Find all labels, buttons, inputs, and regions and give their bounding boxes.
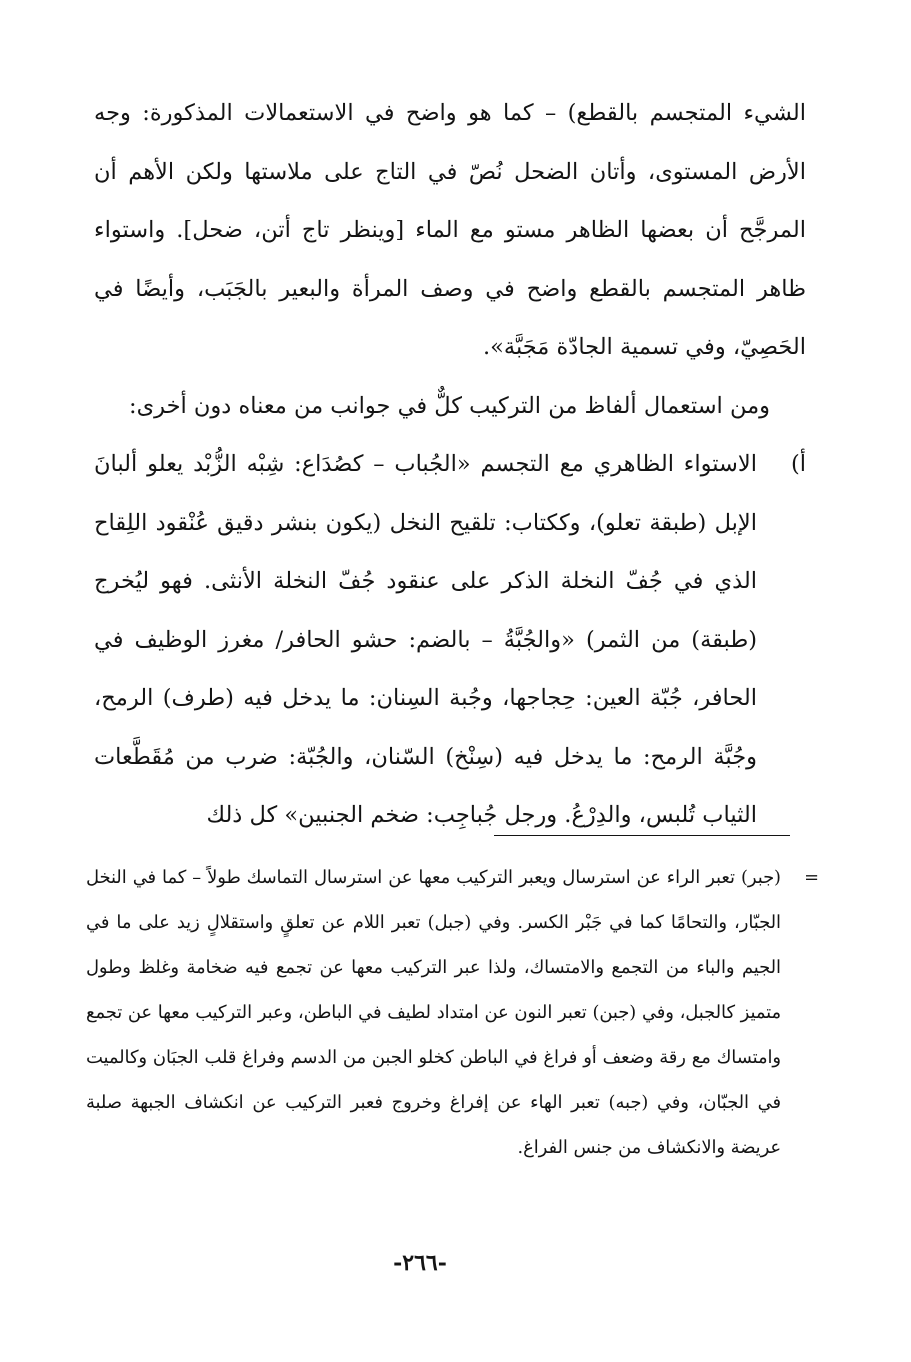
paragraph-2: ومن استعمال ألفاظ من التركيب كلٌّ في جوانب من معناه دون أخرى: <box>128 392 770 419</box>
paragraph-1: الشيء المتجسم بالقطع) – كما هو واضح في الاستعمالات المذكورة: وجه الأرض المستوى، وأتان الضحل نُصّ في التاج على ملاستها ولكن الأهم أن المرجَّح أن بعضها الظاهر مستو مع الماء [وينظر تاج أتن، ضحل]. واستواء ظاهر المتجسم بالقطع واضح في وصف المرأة والبعير بالجَبَب، وأيضًا في الحَصِيّ، وفي تسمية الجادّة مَجَبَّة». <box>94 100 806 360</box>
footnote-divider <box>494 835 790 836</box>
footnote-marker: = <box>804 867 819 888</box>
list-item-text: الاستواء الظاهري مع التجسم «الجُباب – كصُدَاع: شِبْه الزُّبْد يعلو ألبانَ الإبل (طبقة تعلو)، وككتاب: تلقيح النخل (يكون بنشر دقيق عُنْقود اللِقاح الذي في جُفّ النخلة الذكر على عنقود جُفّ النخلة الأنثى. فهو ليُخرج (طبقة) من الثمر) «والجُبَّةُ – بالضم: حشو الحافر/ مغرز الوظيف في الحافر، جُبّة العين: حِجاجها، وجُبة السِنان: ما يدخل فيه (طرف) الرمح، وجُبَّة الرمح: ما يدخل فيه (سِنْخ) السّنان، والجُبّة: ضرب من مُقَطَّعات الثياب تُلبس، والدِرْعُ. ورجل جُباجِب: ضخم الجنبين» كل ذلك <box>94 451 757 828</box>
main-text <box>94 84 806 845</box>
footnote <box>86 855 819 1170</box>
list-item-a <box>94 435 806 845</box>
list-item-marker: أ) <box>790 451 806 477</box>
page-number: -٢٦٦- <box>393 1250 447 1276</box>
footnote-text: (جبر) تعبر الراء عن استرسال ويعبر التركيب معها عن استرسال التماسك طولاً – كما في النخل الجبّار، والتحامًا كما في جَبْر الكسر. وفي (جبل) تعبر اللام عن تعلقٍ واستقلالٍ زيد على ما في الجيم والباء من التجمع والامتساك، ولذا عبر التركيب معها عن تجمع فيه ضخامة وغلظ وطول متميز كالجبل، وفي (جبن) تعبر النون عن امتداد لطيف في الباطن، وعبر التركيب معها عن تجمع وامتساك مع رقة وضعف أو فراغ في الباطن كخلو الجبن من الدسم وفراغ قلب الجبَان وكالميت في الجبّان، وفي (جبه) تعبر الهاء عن إفراغ وخروج فعبر التركيب عن انكشاف الجبهة صلبة عريضة والانكشاف من جنس الفراغ. <box>86 867 781 1158</box>
